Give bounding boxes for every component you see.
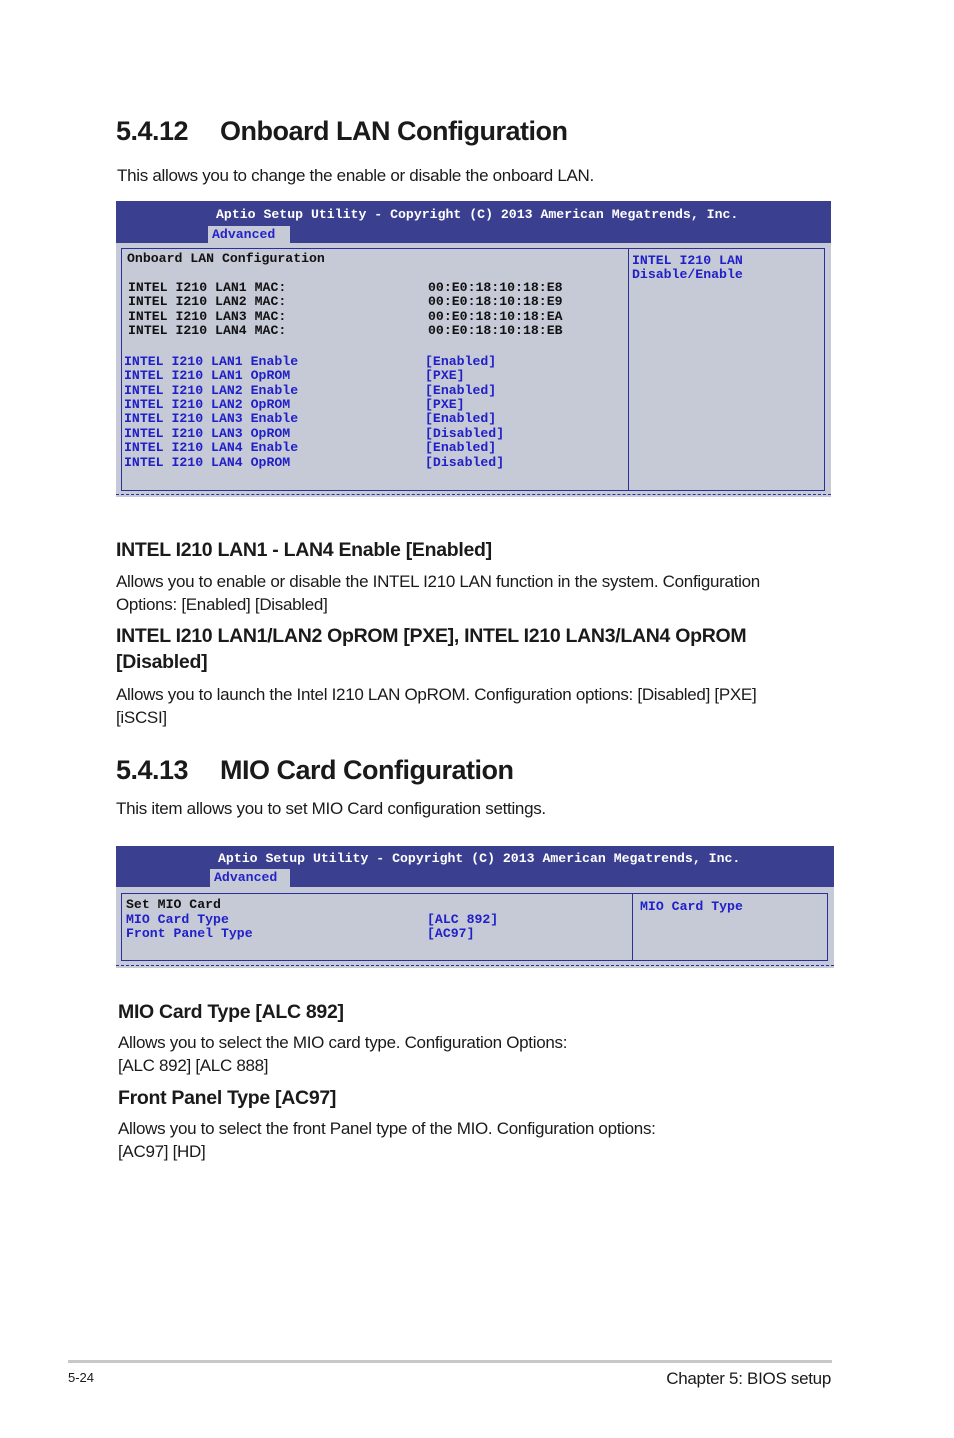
item-description-line: [iSCSI] [116,708,167,727]
item-heading [118,1085,336,1111]
item-heading-line: INTEL I210 LAN1/LAN2 OpROM [PXE], INTEL I210 LAN3/LAN4 OpROM [116,625,747,647]
footer-rule [68,1360,832,1363]
item-heading [118,999,344,1025]
bios-header [116,846,834,887]
bios-divider [632,893,633,961]
bios-option-value[interactable]: [Enabled] [425,411,497,426]
tab-advanced[interactable]: Advanced [210,869,290,887]
bios-option-value[interactable]: [Enabled] [425,440,497,455]
bios-option-value[interactable]: [PXE] [425,368,465,383]
bios-option-label[interactable]: INTEL I210 LAN3 Enable [124,411,299,426]
bios-screen-mio [116,846,834,968]
item-description-line: Allows you to launch the Intel I210 LAN OpROM. Configuration options: [Disabled] [PXE] [116,685,757,704]
section-intro: This item allows you to set MIO Card configuration settings. [116,799,546,818]
item-description-line: Allows you to select the MIO card type. Configuration Options: [118,1033,568,1052]
mac-label: INTEL I210 LAN3 MAC: [128,309,287,324]
mac-label: INTEL I210 LAN4 MAC: [128,323,287,338]
item-heading-line: [Disabled] [116,651,208,673]
mac-value: 00:E0:18:10:18:E9 [428,294,563,309]
bios-help-text: Disable/Enable [632,267,743,282]
item-description-line: [AC97] [HD] [118,1142,206,1161]
bios-option-label[interactable]: INTEL I210 LAN1 Enable [124,354,299,369]
bios-option-value[interactable]: [Enabled] [425,354,497,369]
item-heading-line: INTEL I210 LAN1 - LAN4 Enable [Enabled] [116,539,492,561]
item-description-line: [ALC 892] [ALC 888] [118,1056,269,1075]
bios-help-text: MIO Card Type [640,899,743,914]
bios-option-label[interactable]: INTEL I210 LAN4 OpROM [124,455,291,470]
item-heading [116,623,746,675]
section-number: 5.4.12 [116,116,189,146]
bios-dashed-border [116,494,831,495]
bios-header-title: Aptio Setup Utility - Copyright (C) 2013 American Megatrends, Inc. [216,207,739,222]
bios-dashed-border [116,965,834,966]
bios-option-value[interactable]: [AC97] [427,926,475,941]
bios-divider [628,248,629,491]
chapter-title: Chapter 5: BIOS setup [666,1369,831,1388]
bios-option-label[interactable]: INTEL I210 LAN2 OpROM [124,397,291,412]
section-title: Onboard LAN Configuration [220,116,568,146]
section-heading-mio [116,755,513,786]
bios-option-label[interactable]: INTEL I210 LAN3 OpROM [124,426,291,441]
bios-screen-lan [116,201,831,497]
bios-option-value[interactable]: [Disabled] [425,455,505,470]
item-description-line: Options: [Enabled] [Disabled] [116,595,328,614]
section-title: MIO Card Configuration [220,755,514,785]
bios-header [116,201,831,243]
section-number: 5.4.13 [116,755,189,785]
mac-value: 00:E0:18:10:18:E8 [428,280,563,295]
bios-option-label[interactable]: MIO Card Type [126,912,229,927]
mac-label: INTEL I210 LAN1 MAC: [128,280,287,295]
bios-section-label: Onboard LAN Configuration [127,251,325,266]
bios-option-value[interactable]: [Enabled] [425,383,497,398]
bios-section-label: Set MIO Card [126,897,221,912]
item-description [116,570,760,616]
bios-option-value[interactable]: [Disabled] [425,426,505,441]
bios-option-label[interactable]: INTEL I210 LAN1 OpROM [124,368,291,383]
tab-advanced[interactable]: Advanced [208,226,290,243]
item-description-line: Allows you to enable or disable the INTEL I210 LAN function in the system. Configuration [116,572,760,591]
item-description [116,683,756,729]
section-heading-lan [116,116,567,147]
item-description-line: Allows you to select the front Panel type of the MIO. Configuration options: [118,1119,656,1138]
section-intro: This allows you to change the enable or disable the onboard LAN. [117,166,594,185]
page-number: 5-24 [68,1370,95,1385]
mac-label: INTEL I210 LAN2 MAC: [128,294,287,309]
bios-option-label[interactable]: INTEL I210 LAN2 Enable [124,383,299,398]
mac-value: 00:E0:18:10:18:EB [428,323,563,338]
item-description [118,1031,567,1077]
bios-help-text: INTEL I210 LAN [632,253,743,268]
bios-option-label[interactable]: INTEL I210 LAN4 Enable [124,440,299,455]
bios-option-label[interactable]: Front Panel Type [126,926,253,941]
item-description [118,1117,656,1163]
item-heading [116,537,492,563]
mac-value: 00:E0:18:10:18:EA [428,309,563,324]
bios-option-value[interactable]: [PXE] [425,397,465,412]
item-heading-line: MIO Card Type [ALC 892] [118,1001,344,1023]
bios-option-value[interactable]: [ALC 892] [427,912,499,927]
bios-header-title: Aptio Setup Utility - Copyright (C) 2013 American Megatrends, Inc. [218,851,741,866]
item-heading-line: Front Panel Type [AC97] [118,1087,337,1109]
